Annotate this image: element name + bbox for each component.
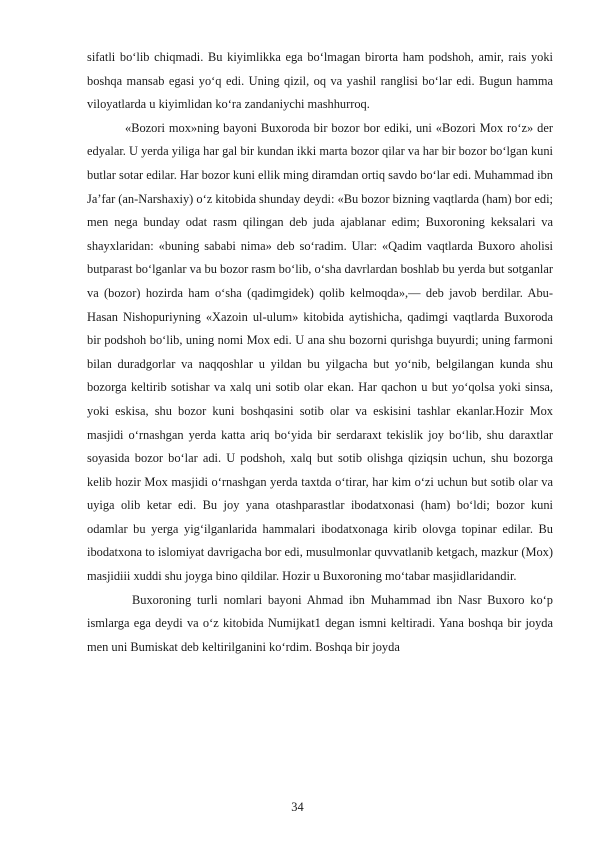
paragraph-buxoro-nomlari: Buxoroning turli nomlari bayoni Ahmad ibn Muhammad ibn Nasr Buxoro ko‘p ismlarga ega deydi va o‘z kitobida Numijkat1 degan ismni keltiradi. Yana boshqa bir joyda men uni Bumiskat deb keltirilganini ko‘rdim. Boshqa bir joyda bbox=[87, 592, 553, 654]
paragraph-kiyimlik: sifatli bo‘lib chiqmadi. Bu kiyimlikka ega bo‘lmagan birorta ham podshoh, amir, rais yoki boshqa mansab egasi yo‘q edi. Uning qizil, oq va yashil ranglisi bo‘lar edi. Bugun hamma viloyatlarda u kiyimlidan ko‘ra zandaniychi mashhurroq. bbox=[87, 50, 553, 112]
document-page bbox=[87, 46, 553, 659]
paragraph-bozori-mox: «Bozori mox»ning bayoni Buxoroda bir bozor bor ediki, uni «Bozori Mox ro‘z» der edyalar. U yerda yiliga har gal bir kundan ikki marta bozor qilar va har bir bozor bo‘lgan kuni butlar sotar edilar. Har bozor kuni ellik ming diramdan ortiq savdo bo‘lar edi. Muhammad ibn Ja’far (an-Narshaxiy) o‘z kitobida shunday deydi: «Bu bozor bizning vaqtlarda (ham) bor edi; men nega bunday odat rasm qilingan deb juda ajablanar edim; Buxoroning keksalari va shayxlaridan: «buning sababi nima» deb so‘radim. Ular: «Qadim vaqtlarda Buxoro aholisi butparast bo‘lganlar va bu bozor rasm bo‘lib, o‘sha davrlardan boshlab bu yerda but sotganlar va (bozor) hozirda ham o‘sha (qadimgidek) qolib kelmoqda»,— deb javob berdilar. Abu-Hasan Nishopuriyning «Xazoin ul-ulum» kitobida aytishicha, qadimgi vaqtlarda Buxoroda bir podshoh bo‘lib, uning nomi Mox edi. U ana shu bozorni qurishga buyurdi; uning farmoni bilan duradgorlar va naqqoshlar u yildan bu yilgacha but yo‘nib, belgilangan kunda shu bozorga keltirib sotishar va xalq uni sotib olar ekan. Har qachon u but yo‘qolsa yoki sinsa, yoki eskisa, shu bozor kuni boshqasini sotib olar va eskisini tashlar ekanlar.Hozir Mox masjidi o‘rnashgan yerda katta ariq bo‘yida bir serdaraxt tekislik joy bo‘lib, shu daraxtlar soyasida bozor bo‘lar adi. U podshoh, xalq but sotib olishga qiziqsin uchun, shu bozorga kelib hozir Mox masjidi o‘rnashgan yerda taxtda o‘tirar, har kim o‘zi uchun but sotib olar va uyiga olib ketar edi. Bu joy yana otashparastlar ibodatxonasi (ham) bo‘ldi; bozor kuni odamlar bu yerga yig‘ilganlarida hammalari ibodatxonaga kirib olovga topinar edilar. Bu ibodatxona to islomiyat davrigacha bor edi, musulmonlar quvvatlanib ketgach, mazkur (Mox) masjidiii xuddi shu joyga bino qildilar. Hozir u Buxoroning mo‘tabar masjidlaridandir. bbox=[87, 120, 553, 584]
page-number: 34 bbox=[291, 800, 304, 814]
